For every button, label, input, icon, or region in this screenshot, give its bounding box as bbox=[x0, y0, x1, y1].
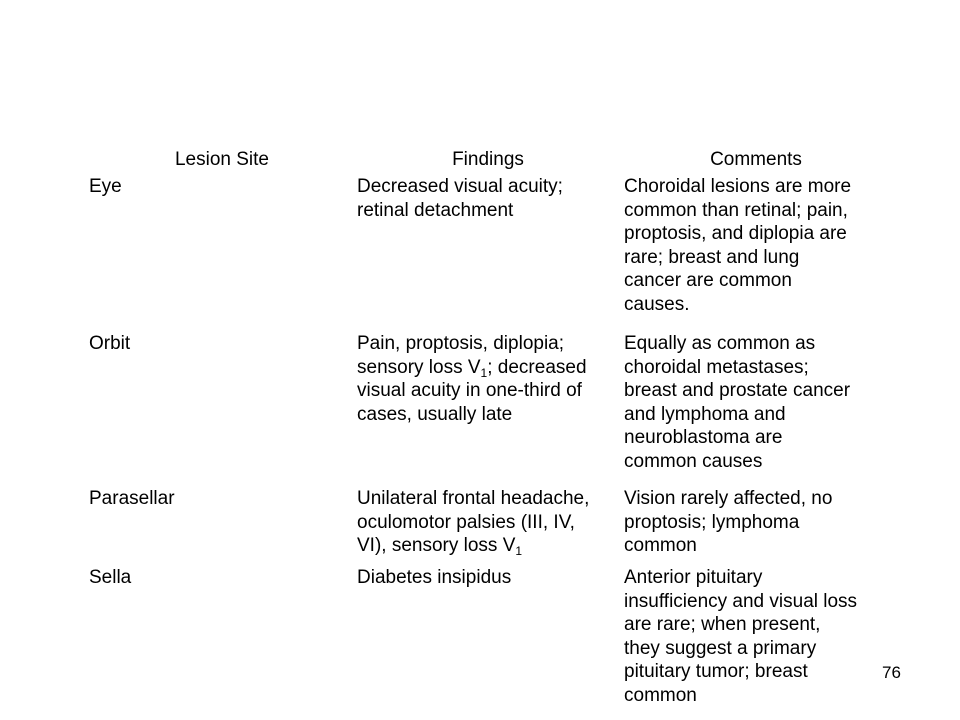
findings-cell bbox=[357, 175, 619, 222]
findings-line: Unilateral frontal headache, bbox=[357, 488, 590, 509]
comments-line: causes. bbox=[624, 293, 690, 315]
lesion-site-cell: Eye bbox=[89, 176, 122, 197]
comments-line: are rare; when present, bbox=[624, 614, 821, 635]
comments-cell bbox=[624, 332, 892, 473]
header-comments: Comments bbox=[710, 149, 802, 170]
comments-line: pituitary tumor; breast bbox=[624, 661, 808, 682]
findings-line: retinal detachment bbox=[357, 199, 514, 221]
findings-line: sensory loss $V_1$; decreased bbox=[357, 356, 587, 380]
comments-line: proptosis, and diplopia are bbox=[624, 223, 847, 244]
findings-cell bbox=[357, 566, 619, 590]
header-lesion-site: Lesion Site bbox=[174, 149, 269, 170]
lesion-site-cell: Sella bbox=[89, 567, 132, 588]
page-number: 76 bbox=[882, 663, 901, 682]
findings-line: Diabetes insipidus bbox=[357, 567, 512, 588]
comments-cell bbox=[624, 175, 892, 316]
comments-line: they suggest a primary bbox=[624, 637, 817, 659]
comments-line: Vision rarely affected, no bbox=[624, 488, 833, 509]
comments-line: breast and prostate cancer bbox=[624, 380, 851, 401]
findings-line: visual acuity in one-third of bbox=[357, 380, 582, 401]
findings-line: cases, usually late bbox=[357, 403, 513, 425]
header-findings: Findings bbox=[452, 149, 524, 170]
comments-line: proptosis; lymphoma bbox=[624, 511, 800, 533]
comments-line: neuroblastoma are bbox=[624, 427, 783, 448]
lesion-site-cell: Parasellar bbox=[89, 488, 175, 509]
comments-line: common than retinal; pain, bbox=[624, 199, 848, 221]
findings-line: oculomotor palsies (III, IV, bbox=[357, 511, 575, 533]
comments-line: rare; breast and lung bbox=[624, 246, 800, 268]
comments-line: Anterior pituitary bbox=[624, 567, 763, 588]
comments-line: cancer are common bbox=[624, 270, 792, 291]
comments-line: Equally as common as bbox=[624, 333, 816, 354]
comments-line: common causes bbox=[624, 450, 763, 472]
findings-line: Pain, proptosis, diplopia; bbox=[357, 333, 565, 354]
comments-cell bbox=[624, 487, 892, 558]
findings-cell bbox=[357, 487, 619, 558]
findings-line: Decreased visual acuity; bbox=[357, 176, 563, 197]
comments-line: common bbox=[624, 684, 697, 706]
lesion-site-cell: Orbit bbox=[89, 333, 131, 354]
comments-line: and lymphoma and bbox=[624, 403, 786, 425]
findings-line: VI), sensory loss $V_1$ bbox=[357, 535, 523, 558]
findings-cell bbox=[357, 332, 619, 426]
comments-line: Choroidal lesions are more bbox=[624, 176, 852, 197]
comments-line: choroidal metastases; bbox=[624, 356, 809, 378]
comments-line: common bbox=[624, 535, 697, 556]
comments-line: insufficiency and visual loss bbox=[624, 590, 858, 612]
comments-cell bbox=[624, 566, 892, 707]
